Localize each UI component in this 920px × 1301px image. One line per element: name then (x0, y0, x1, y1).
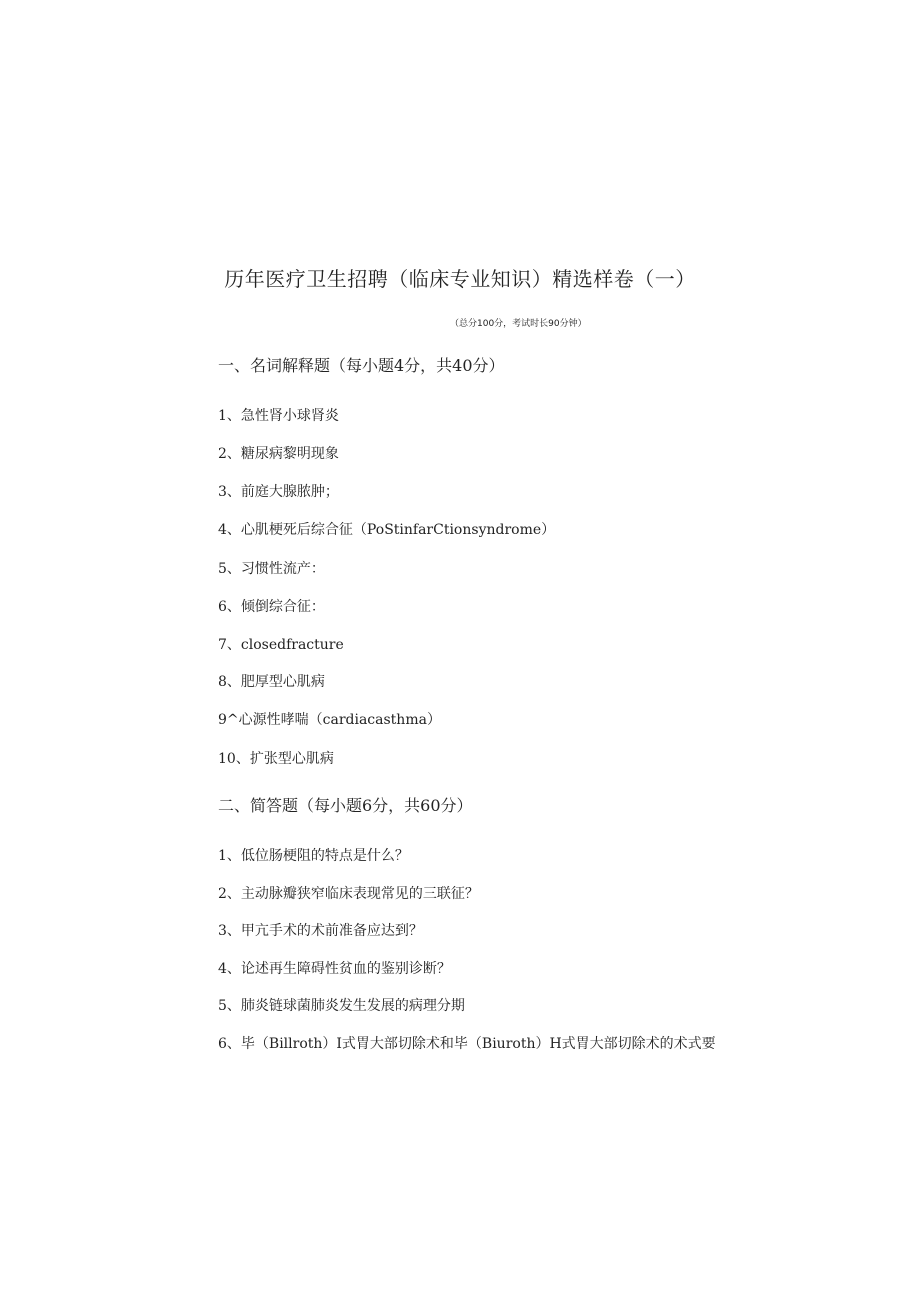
question-item: 2、糖尿病黎明现象 (218, 446, 339, 462)
question-item: 8、肥厚型心肌病 (218, 674, 325, 690)
question-item: 5、肺炎链球菌肺炎发生发展的病理分期 (218, 998, 465, 1014)
question-item: 6、倾倒综合征： (218, 599, 325, 615)
section-heading-definitions: 一、名词解释题（每小题4分，共40分） (218, 356, 505, 375)
question-item: 3、甲亢手术的术前准备应达到？ (218, 923, 423, 939)
question-item: 6、毕（Billroth）I式胃大部切除术和毕（Biuroth）H式胃大部切除术的术式要 (218, 1036, 716, 1052)
question-item: 10、扩张型心肌病 (218, 751, 334, 767)
question-item: 5、习惯性流产： (218, 561, 325, 577)
question-item: 4、心肌梗死后综合征（PoStinfarCtionsyndrome） (218, 522, 556, 538)
question-item: 9^心源性哮喘（cardiacasthma） (218, 712, 441, 728)
question-item: 1、低位肠梗阻的特点是什么？ (218, 848, 409, 864)
section-heading-short-answer: 二、简答题（每小题6分，共60分） (218, 796, 473, 815)
question-item: 2、主动脉瓣狭窄临床表现常见的三联征？ (218, 886, 479, 902)
document-subtitle: （总分100分，考试时长90分钟） (450, 319, 587, 329)
question-item: 1、急性肾小球肾炎 (218, 408, 339, 424)
question-item: 4、论述再生障碍性贫血的鉴别诊断？ (218, 961, 451, 977)
question-item: 7、closedfracture (218, 637, 344, 653)
question-item: 3、前庭大腺脓肿； (218, 484, 339, 500)
document-title: 历年医疗卫生招聘（临床专业知识）精选样卷（一） (224, 267, 696, 291)
